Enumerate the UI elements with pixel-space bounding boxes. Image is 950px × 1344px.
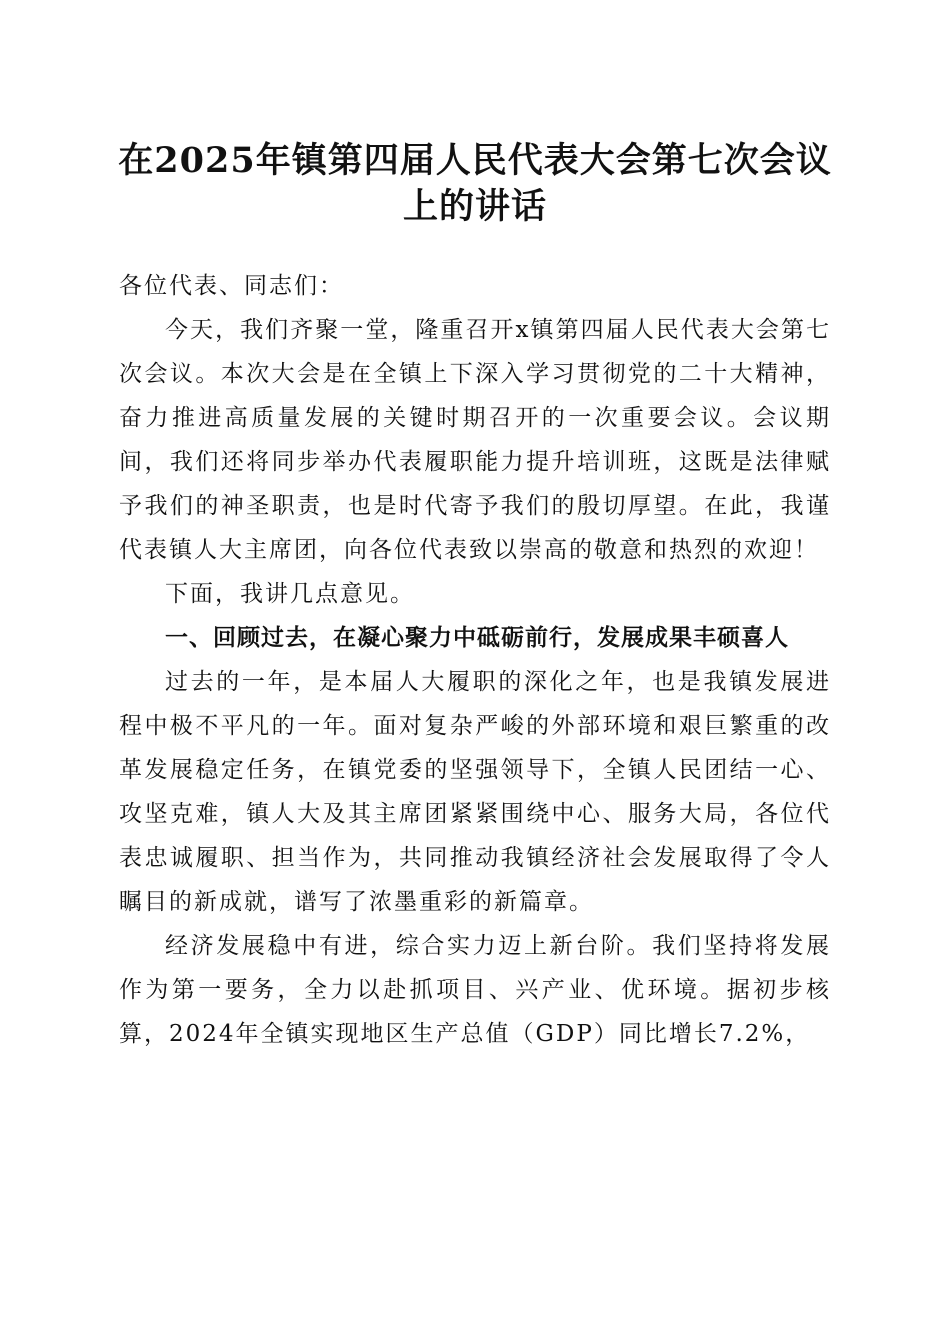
document-title-line-2: 上的讲话 — [402, 186, 547, 227]
paragraph-economy: 经济发展稳中有进，综合实力迈上新台阶。我们坚持将发展作为第一要务，全力以赴抓项目、兴产业、优环境。据初步核算，2024年全镇实现地区生产总值（GDP）同比增长7.2%， — [119, 933, 831, 1047]
paragraph-transition: 下面，我讲几点意见。 — [165, 581, 415, 607]
paragraph-review: 过去的一年，是本届人大履职的深化之年，也是我镇发展进程中极不平凡的一年。面对复杂严峻的外部环境和艰巨繁重的改革发展稳定任务，在镇党委的坚强领导下，全镇人民团结一心、攻坚克难，镇人大及其主席团紧紧围绕中心、服务大局，各位代表忠诚履职、担当作为，共同推动我镇经济社会发展取得了令人瞩目的新成就，谱写了浓墨重彩的新篇章。 — [119, 669, 831, 915]
section-heading-1: 一、回顾过去，在凝心聚力中砥砺前行，发展成果丰硕喜人 — [165, 625, 789, 651]
document-title-line-1: 在2025年镇第四届人民代表大会第七次会议 — [118, 140, 832, 181]
salutation: 各位代表、同志们： — [119, 273, 344, 299]
paragraph-opening: 今天，我们齐聚一堂，隆重召开x镇第四届人民代表大会第七次会议。本次大会是在全镇上下深入学习贯彻党的二十大精神，奋力推进高质量发展的关键时期召开的一次重要会议。会议期间，我们还将同步举办代表履职能力提升培训班，这既是法律赋予我们的神圣职责，也是时代寄予我们的殷切厚望。在此，我谨代表镇人大主席团，向各位代表致以崇高的敬意和热烈的欢迎！ — [119, 317, 831, 563]
document-body — [119, 264, 831, 1056]
